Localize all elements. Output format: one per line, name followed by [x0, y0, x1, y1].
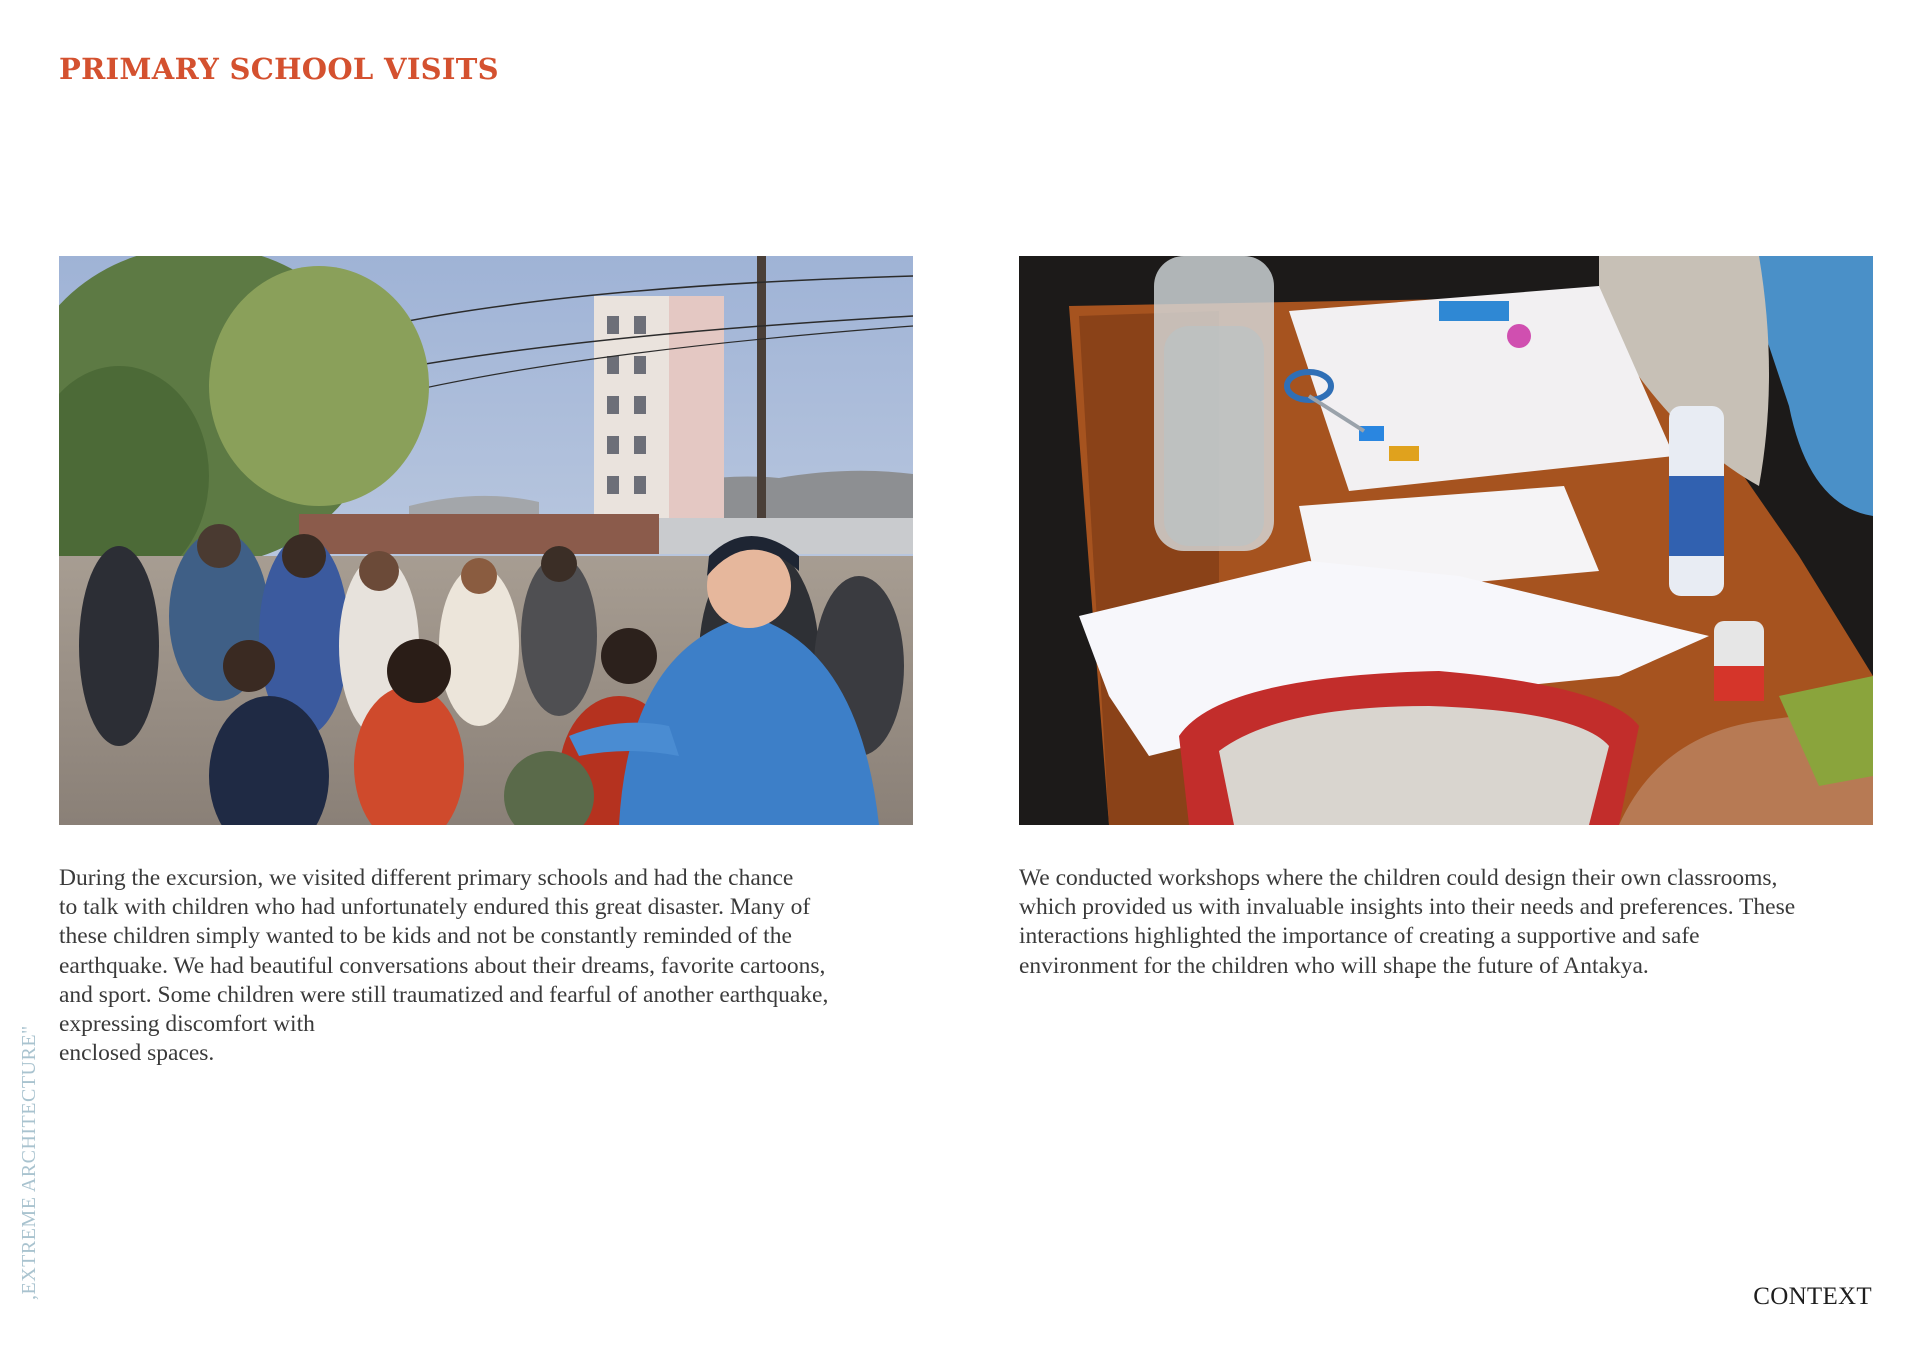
section-label: CONTEXT [1753, 1283, 1872, 1310]
publication-side-label: ,EXTREME ARCHITECTURE" [18, 1025, 40, 1300]
caption-school-visits: During the excursion, we visited different primary schools and had the chance to talk with children who had unfortunately endured this great disaster. Many of these children simply wanted to be kids and not be constantly reminded of the earthquake. We had beautiful conversations about their dreams, favorite cartoons, and sport. Some children were still traumatized and fearful of another earthquake, expressing discomfort with enclosed spaces. [59, 865, 829, 1067]
workshop-desk-photo [1019, 256, 1873, 825]
schoolyard-crowd-photo [59, 256, 913, 825]
page-title: PRIMARY SCHOOL VISITS [59, 52, 499, 86]
caption-workshops: We conducted workshops where the children could design their own classrooms, which provided us with invaluable insights into their needs and preferences. These interactions highlighted the importance of creating a supportive and safe environment for the children who will shape the future of Antakya. [1019, 865, 1796, 979]
